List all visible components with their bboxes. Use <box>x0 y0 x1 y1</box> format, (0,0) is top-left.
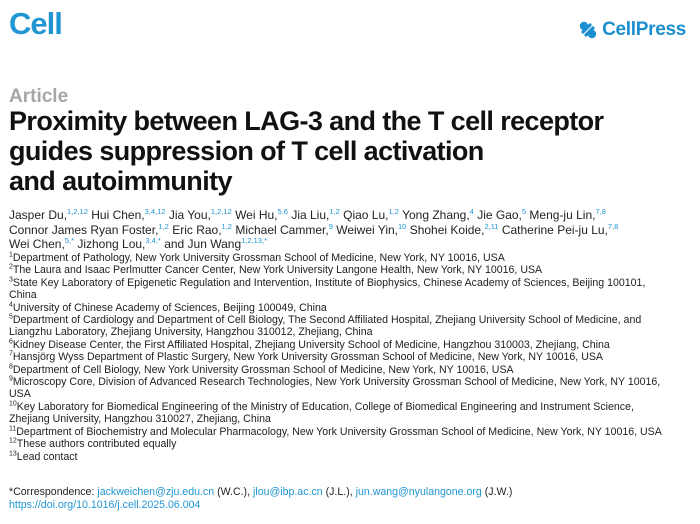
correspondence-label: *Correspondence: <box>9 486 95 498</box>
author-name: and Jun Wang <box>164 237 242 251</box>
author-name: Jia You, <box>168 208 211 222</box>
affiliation <box>9 252 697 264</box>
affiliation-number: 2 <box>9 263 13 271</box>
title-line: and autoimmunity <box>9 166 232 196</box>
author-name: Yong Zhang, <box>402 208 470 222</box>
author-affiliation-marker[interactable]: 9 <box>328 221 333 231</box>
author-affiliation-marker[interactable]: 1,2,12 <box>210 207 232 216</box>
affiliation-number: 6 <box>9 338 13 346</box>
cellpress-icon <box>578 20 598 40</box>
affiliation <box>9 401 697 426</box>
author-initials: (J.L.), <box>325 486 353 498</box>
author-affiliation-marker[interactable]: 7,8 <box>595 207 606 216</box>
affiliation <box>9 277 697 302</box>
affiliation-line: Zhejiang University, Hangzhou 310027, Zhejiang, China <box>9 413 271 426</box>
author-name: Qiao Lu, <box>343 208 389 222</box>
author-name: Hui Chen, <box>91 208 145 222</box>
affiliation-line: $^9$Microscopy Core, Division of Advanced Research Technologies, New York University Grossman School of Medicine, New York, NY 10016, <box>9 375 661 389</box>
affiliation-line: $^{12}$These authors contributed equally <box>9 437 177 451</box>
affiliation-line: $^8$Department of Cell Biology, New York University Grossman School of Medicine, New York, NY 10016, USA <box>9 363 514 376</box>
author-name: Shohei Koide, <box>409 222 485 237</box>
author-line <box>9 208 697 223</box>
author-name: Jia Liu, <box>291 208 330 222</box>
affiliation-line: $^{11}$Department of Biochemistry and Molecular Pharmacology, New York University Grossman School of Medicine, New York, NY 10016, USA <box>9 425 662 438</box>
affiliation-list <box>9 252 697 463</box>
article-title <box>9 106 649 196</box>
affiliation-line: $^2$The Laura and Isaac Perlmutter Cancer Center, New York University Langone Health, New York, NY 10016, USA <box>9 263 543 277</box>
affiliation <box>9 314 697 339</box>
author-affiliation-marker[interactable]: 5,6 <box>277 207 288 216</box>
author-affiliation-marker[interactable]: 1,2,12 <box>67 207 88 216</box>
author-initials: (W.C.), <box>217 486 251 498</box>
affiliation-number: 11 <box>9 425 17 433</box>
author-name: Wei Chen, <box>9 237 65 251</box>
email-link[interactable]: jackweichen@zju.edu.cn <box>97 486 215 498</box>
author-name: Jie Gao, <box>477 208 522 222</box>
affiliation-line: $^5$Department of Cardiology and Department of Cell Biology, The Second Affiliated Hospital, Zhejiang University School of Medicine, and <box>9 313 642 327</box>
doi-link[interactable]: https://doi.org/10.1016/j.cell.2025.06.004 <box>9 499 201 511</box>
author-initials: (J.W.) <box>484 486 513 498</box>
affiliation <box>9 438 697 450</box>
author-affiliation-marker[interactable]: 7,8 <box>607 221 619 231</box>
affiliation-line: $^3$State Key Laboratory of Epigenetic Regulation and Intervention, Institute of Biophysics, Chinese Academy of Sciences, Beijing 100101, <box>9 276 646 289</box>
affiliation-number: 9 <box>9 375 13 383</box>
email-link[interactable]: jlou@ibp.ac.cn <box>252 486 323 498</box>
author-name: Jizhong Lou, <box>77 237 146 251</box>
author-line <box>9 223 697 238</box>
author-affiliation-marker[interactable]: 1,2 <box>329 207 340 216</box>
publisher-name: CellPress <box>602 19 686 40</box>
affiliation <box>9 302 697 314</box>
author-name: Wei Hu, <box>235 208 278 222</box>
author-affiliation-marker[interactable]: 1,2 <box>388 207 399 216</box>
affiliation <box>9 351 697 363</box>
affiliation-number: 8 <box>9 363 13 371</box>
author-affiliation-marker[interactable]: 2,11 <box>484 221 499 231</box>
title-line: guides suppression of T cell activation <box>9 136 484 166</box>
author-affiliation-marker[interactable]: 3,4,12 <box>144 207 166 216</box>
author-affiliation-marker[interactable]: 1,2 <box>158 221 169 231</box>
article-type: Article <box>9 86 69 107</box>
affiliation <box>9 339 697 351</box>
author-affiliation-marker[interactable]: 1,2 <box>221 221 232 231</box>
author-name: Eric Rao, <box>172 222 222 237</box>
author-list <box>9 208 697 252</box>
affiliation-line: USA <box>9 388 31 401</box>
author-name: Meng-ju Lin, <box>529 208 596 222</box>
affiliation-line: $^{13}$Lead contact <box>9 449 78 463</box>
author-affiliation-marker[interactable]: 5,* <box>64 236 74 245</box>
author-name: Michael Cammer, <box>235 222 329 237</box>
affiliation-line: $^4$University of Chinese Academy of Sciences, Beijing 100049, China <box>9 301 327 314</box>
correspondence <box>9 486 512 498</box>
affiliation-number: 13 <box>9 449 17 457</box>
author-affiliation-marker[interactable]: 3,4,* <box>145 236 161 245</box>
author-name: Jasper Du, <box>9 208 68 222</box>
title-line: Proximity between LAG-3 and the T cell receptor <box>9 106 604 136</box>
affiliation-number: 7 <box>9 350 13 358</box>
affiliation-number: 3 <box>9 276 13 284</box>
affiliation <box>9 364 697 376</box>
affiliation <box>9 264 697 276</box>
email-link[interactable]: jun.wang@nyulangone.org <box>355 486 482 498</box>
affiliation <box>9 376 697 401</box>
affiliation-number: 1 <box>9 251 13 259</box>
affiliation <box>9 451 697 463</box>
affiliation-line: China <box>9 289 37 302</box>
affiliation-line: $^6$Kidney Disease Center, the First Affiliated Hospital, Zhejiang University School of Medicine, Hangzhou 310003, Zhejiang, China <box>9 338 610 351</box>
journal-logo: Cell <box>9 6 62 41</box>
author-affiliation-marker[interactable]: 1,2,13,* <box>241 236 267 245</box>
affiliation-number: 12 <box>9 437 17 445</box>
author-name: Connor James Ryan Foster, <box>9 222 159 237</box>
affiliation-line: $^{10}$Key Laboratory for Biomedical Engineering of the Ministry of Education, College of Biomedical Engineering and Instrument Science, <box>9 400 634 413</box>
author-line <box>9 237 697 252</box>
affiliation <box>9 426 697 438</box>
author-affiliation-marker[interactable]: 10 <box>398 221 407 231</box>
author-affiliation-marker[interactable]: 5 <box>521 207 527 216</box>
affiliation-line: $^1$Department of Pathology, New York University Grossman School of Medicine, New York, NY 10016, USA <box>9 251 505 264</box>
author-name: Catherine Pei-ju Lu, <box>501 222 608 237</box>
affiliation-number: 5 <box>9 313 13 321</box>
affiliation-number: 4 <box>9 301 13 309</box>
author-affiliation-marker[interactable]: 4 <box>469 207 474 216</box>
publisher-logo <box>578 19 686 41</box>
affiliation-line: Liangzhu Laboratory, Zhejiang University, Hangzhou 310012, Zhejiang, China <box>9 326 373 339</box>
affiliation-line: $^7$Hansjörg Wyss Department of Plastic Surgery, New York University Grossman School of Medicine, New York, NY 10016, USA <box>9 350 603 364</box>
author-name: Weiwei Yin, <box>336 222 399 237</box>
affiliation-number: 10 <box>9 400 17 408</box>
